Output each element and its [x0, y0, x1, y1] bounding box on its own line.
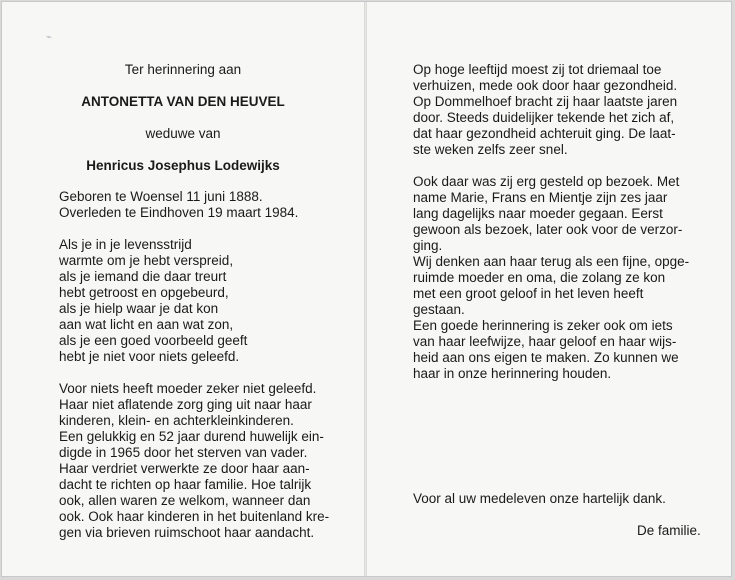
- paragraph-line: dat haar gezondheid achteruit ging. De laat-: [413, 126, 676, 141]
- paragraph-line: gestaan.: [413, 302, 465, 317]
- right-page: [367, 2, 731, 576]
- paragraph-line: ruimde moeder en oma, die zolang ze kon: [413, 270, 666, 285]
- paragraph-line: kinderen, klein- en achterkleinkinderen.: [59, 413, 294, 428]
- paragraph-line: met een groot geloof in het leven heeft: [413, 286, 644, 301]
- paragraph-line: Op Dommelhoef bracht zij haar laatste jaren: [413, 94, 678, 109]
- paragraph-line: verhuizen, mede ook door haar gezondheid.: [413, 78, 678, 93]
- pencil-mark: ⌁: [46, 32, 53, 43]
- paragraph-line: Haar verdriet verwerkte ze door haar aan-: [59, 461, 310, 476]
- paragraph-line: Een goede herinnering is zeker ook om iets: [413, 318, 673, 333]
- paragraph-line: gewoon als bezoek, later ook voor de verzor-: [413, 222, 683, 237]
- paragraph-line: Haar niet aflatende zorg ging uit naar haar: [59, 397, 312, 412]
- poem-line: als je hielp waar je dat kon: [59, 301, 219, 316]
- signature: De familie.: [637, 523, 701, 538]
- relation-text: weduwe van: [145, 126, 221, 141]
- paragraph-line: gen via brieven ruimschoot haar aandacht.: [59, 525, 315, 540]
- paragraph-line: ste weken zelfs zeer snel.: [413, 142, 568, 157]
- paragraph-line: Een gelukkig en 52 jaar durend huwelijk ein-: [59, 429, 324, 444]
- memorial-card: [2, 2, 731, 576]
- birth-line: Geboren te Woensel 11 juni 1888.: [59, 189, 263, 204]
- poem-line: Als je in je levensstrijd: [59, 237, 192, 252]
- paragraph-line: Wij denken aan haar terug als een fijne, opge-: [413, 254, 690, 269]
- poem-line: hebt getroost en opgebeurd,: [59, 285, 229, 300]
- poem-line: aan wat licht en aan wat zon,: [59, 317, 234, 332]
- thanks-line: Voor al uw medeleven onze hartelijk dank.: [413, 491, 666, 506]
- paragraph-line: ook. Ook haar kinderen in het buitenland kre-: [59, 509, 330, 524]
- paragraph-line: heid aan ons eigen te maken. Zo kunnen we: [413, 350, 679, 365]
- paragraph-line: ook, allen waren ze welkom, wanneer dan: [59, 493, 311, 508]
- poem-line: warmte om je hebt verspreid,: [59, 253, 234, 268]
- spouse-name: Henricus Josephus Lodewijks: [86, 158, 280, 173]
- paragraph-line: van haar leefwijze, haar geloof en haar wijs-: [413, 334, 677, 349]
- paragraph-line: name Marie, Frans en Mientje zijn zes jaar: [413, 190, 668, 205]
- paragraph-line: Ook daar was zij erg gesteld op bezoek. Met: [413, 174, 680, 189]
- death-line: Overleden te Eindhoven 19 maart 1984.: [59, 205, 299, 220]
- left-page: [2, 2, 364, 576]
- paragraph-line: lang dagelijks naar moeder gegaan. Eerst: [413, 206, 663, 221]
- poem-line: hebt je niet voor niets geleefd.: [59, 349, 240, 364]
- paragraph-line: Op hoge leeftijd moest zij tot driemaal toe: [413, 62, 662, 77]
- paragraph-line: digde in 1965 door het sterven van vader.: [59, 445, 308, 460]
- paragraph-line: haar in onze herinnering houden.: [413, 366, 612, 381]
- poem-line: als je iemand die daar treurt: [59, 269, 227, 284]
- paragraph-line: ging.: [413, 238, 443, 253]
- deceased-name: ANTONETTA VAN DEN HEUVEL: [81, 94, 285, 109]
- poem-line: als je een goed voorbeeld geeft: [59, 333, 248, 348]
- intro-text: Ter herinnering aan: [124, 62, 242, 77]
- paragraph-line: Voor niets heeft moeder zeker niet geleefd.: [59, 381, 317, 396]
- paragraph-line: dacht te richten op haar familie. Hoe talrijk: [59, 477, 312, 492]
- paragraph-line: door. Steeds duidelijker tekende het zich af,: [413, 110, 675, 125]
